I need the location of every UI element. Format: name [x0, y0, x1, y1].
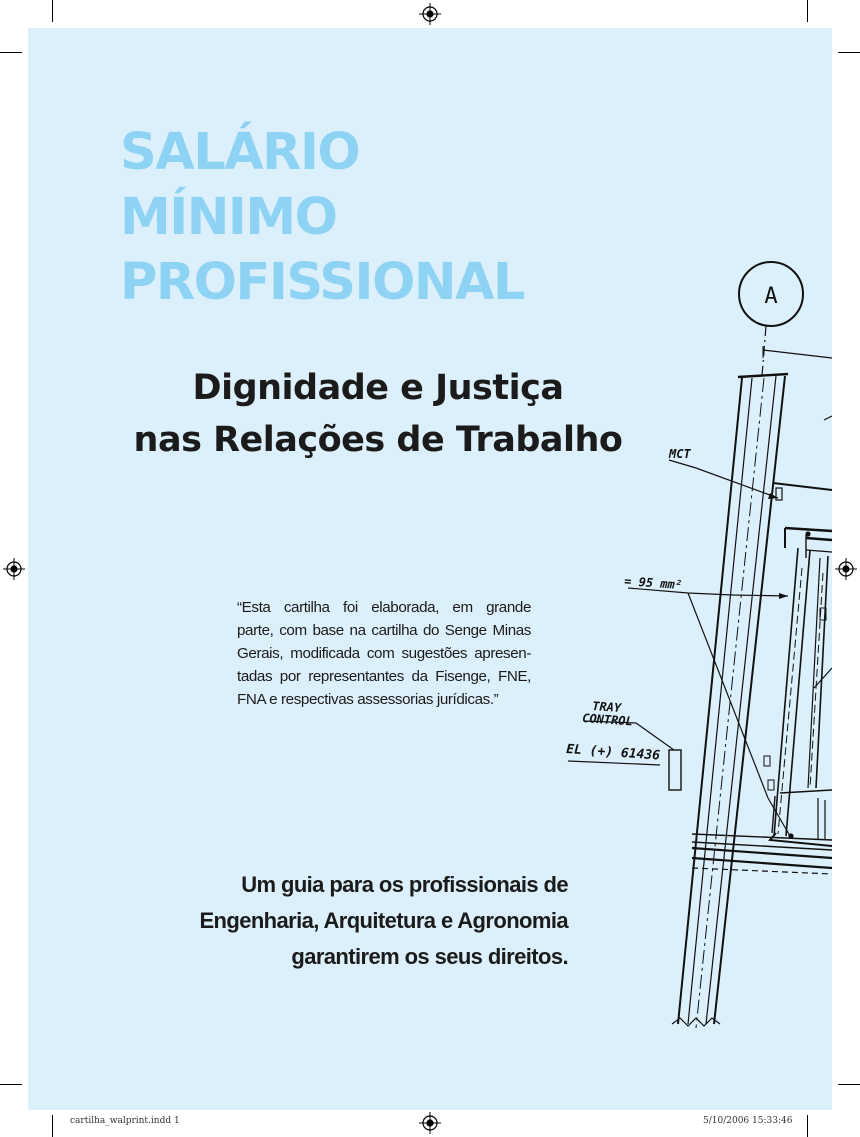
- crop-mark-bottom-right-v: [807, 1115, 808, 1137]
- quote-line: “Esta cartilha foi elaborada, em grande: [237, 599, 531, 616]
- crop-mark-bottom-right-h: [838, 1084, 860, 1085]
- title-line: SALÁRIO: [120, 123, 360, 182]
- crop-mark-bottom-left-h: [0, 1084, 22, 1085]
- crop-mark-top-left-h: [0, 52, 22, 53]
- drawing-label-elevation: EL (+) 61436: [565, 742, 661, 764]
- subtitle-line: nas Relações de Trabalho: [133, 420, 623, 460]
- title-line: PROFISSIONAL: [120, 253, 524, 312]
- guide-line: Um guia para os profissionais de: [241, 872, 568, 897]
- drawing-label-tray: TRAY: [591, 699, 622, 716]
- registration-mark-right-icon: [835, 558, 857, 580]
- drawing-label-mct: MCT: [669, 447, 691, 461]
- guide-line: garantirem os seus direitos.: [291, 944, 568, 969]
- registration-mark-top-icon: [419, 3, 441, 25]
- quote-line: FNA e respectivas assessorias jurídicas.”: [237, 691, 499, 708]
- drawing-label-area: = 95 mm²: [623, 574, 683, 593]
- slug-timestamp: 5/10/2006 15:33:46: [703, 1116, 793, 1126]
- registration-mark-left-icon: [3, 558, 25, 580]
- registration-mark-bottom-icon: [419, 1112, 441, 1134]
- subtitle-line: Dignidade e Justiça: [192, 368, 564, 408]
- drawing-label-control: CONTROL: [581, 711, 634, 729]
- crop-mark-top-left-v: [52, 0, 53, 22]
- grid-bubble-label: A: [764, 284, 778, 309]
- crop-mark-top-right-h: [838, 52, 860, 53]
- technical-drawing: [28, 28, 832, 1110]
- title-line: MÍNIMO: [120, 188, 337, 247]
- guide-line: Engenharia, Arquitetura e Agronomia: [199, 908, 568, 933]
- cover-page: [28, 28, 832, 1110]
- quote-line: Gerais, modificada com sugestões apresen-: [237, 645, 531, 662]
- slug-filename: cartilha_walprint.indd 1: [70, 1116, 180, 1126]
- quote-line: parte, com base na cartilha do Senge Minas: [237, 622, 531, 639]
- crop-mark-bottom-left-v: [52, 1115, 53, 1137]
- quote-line: tadas por representantes da Fisenge, FNE,: [237, 668, 531, 685]
- crop-mark-top-right-v: [807, 0, 808, 22]
